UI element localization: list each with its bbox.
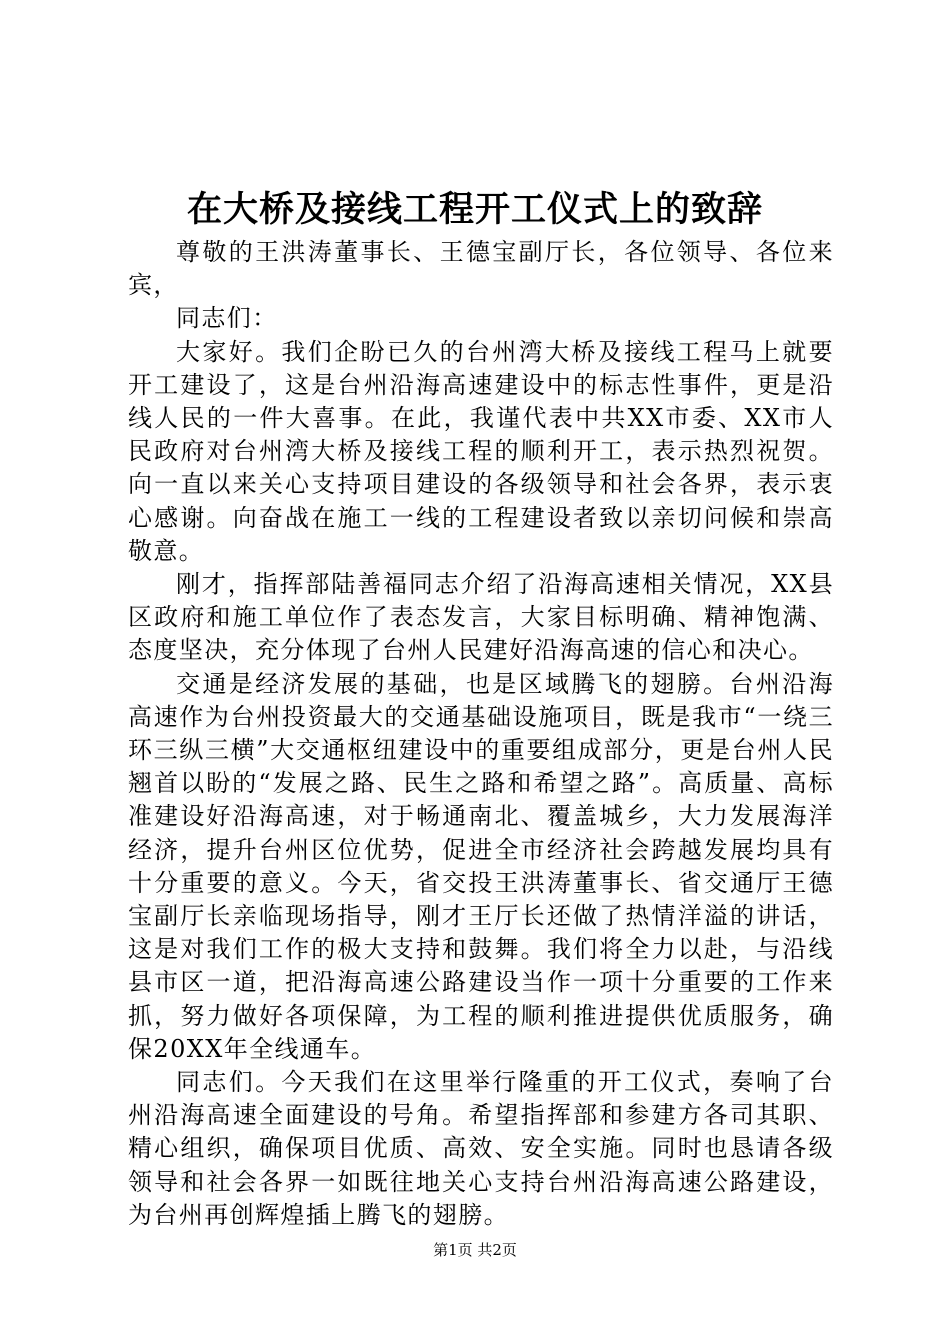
document-body	[128, 236, 834, 1232]
salutation-paragraph: 尊敬的王洪涛董事长、王德宝副厅长，各位领导、各位来宾，	[128, 238, 834, 300]
body-paragraph: 大家好。我们企盼已久的台州湾大桥及接线工程马上就要开工建设了，这是台州沿海高速建设中的标志性事件，更是沿线人民的一件大喜事。在此，我谨代表中共XX市委、XX市人民政府对台州湾大桥及接线工程的顺利开工，表示热烈祝贺。向一直以来关心支持项目建设的各级领导和社会各界，表示衷心感谢。向奋战在施工一线的工程建设者致以亲切问候和崇高敬意。	[128, 337, 834, 565]
body-paragraph: 刚才，指挥部陆善福同志介绍了沿海高速相关情况，XX县区政府和施工单位作了表态发言，大家目标明确、精神饱满、态度坚决，充分体现了台州人民建好沿海高速的信心和决心。	[128, 570, 834, 665]
document-title: 在大桥及接线工程开工仪式上的致辞	[186, 189, 763, 230]
salutation-line: 同志们：	[176, 304, 278, 333]
body-paragraph: 同志们。今天我们在这里举行隆重的开工仪式，奏响了台州沿海高速全面建设的号角。希望指挥部和参建方各司其职、精心组织，确保项目优质、高效、安全实施。同时也恳请各级领导和社会各界一如既往地关心支持台州沿海高速公路建设，为台州再创辉煌插上腾飞的翅膀。	[128, 1068, 834, 1229]
page-number: 第1页 共2页	[433, 1241, 517, 1259]
body-paragraph: 交通是经济发展的基础，也是区域腾飞的翅膀。台州沿海高速作为台州投资最大的交通基础设施项目，既是我市“一绕三环三纵三横”大交通枢纽建设中的重要组成部分，更是台州人民翘首以盼的“发展之路、民生之路和希望之路”。高质量、高标准建设好沿海高速，对于畅通南北、覆盖城乡，大力发展海洋经济，提升台州区位优势，促进全市经济社会跨越发展均具有十分重要的意义。今天，省交投王洪涛董事长、省交通厅王德宝副厅长亲临现场指导，刚才王厅长还做了热情洋溢的讲话，这是对我们工作的极大支持和鼓舞。我们将全力以赴，与沿线县市区一道，把沿海高速公路建设当作一项十分重要的工作来抓，努力做好各项保障，为工程的顺利推进提供优质服务，确保20XX年全线通车。	[128, 669, 834, 1063]
